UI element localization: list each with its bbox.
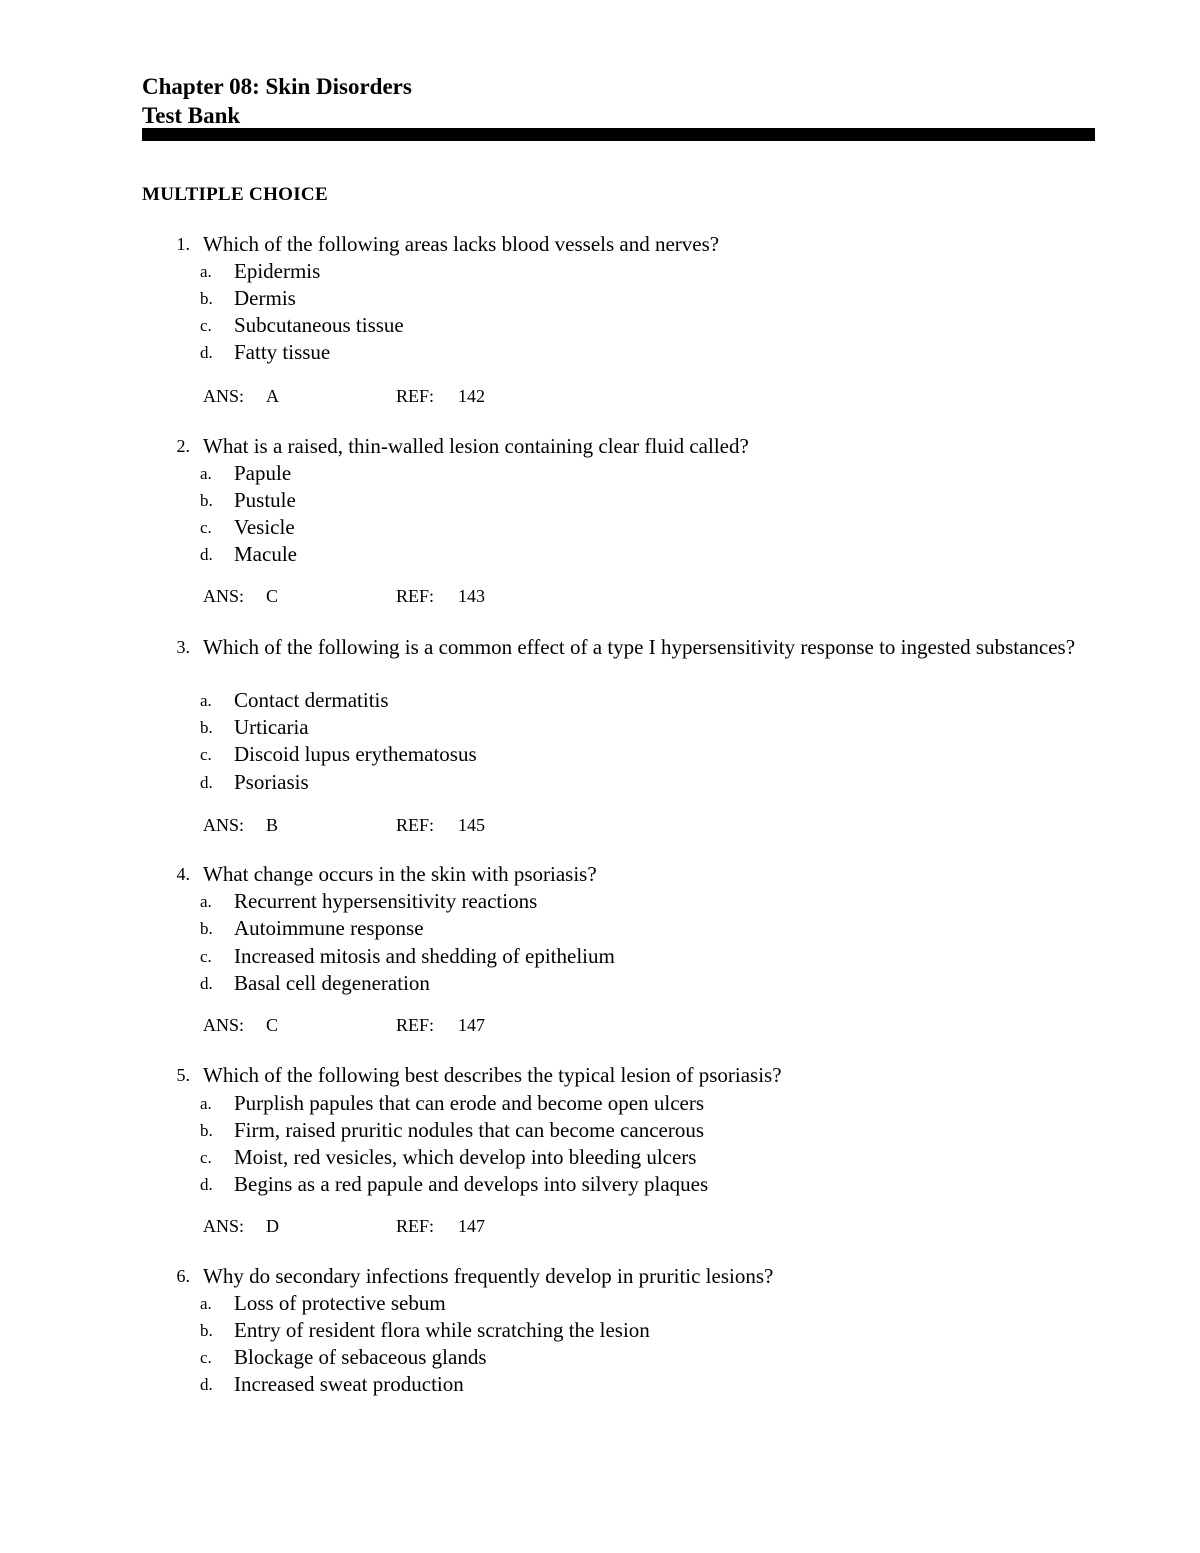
answer-value: D	[266, 1216, 279, 1236]
option-letter: c.	[200, 1348, 212, 1367]
option-letter: d.	[200, 1375, 213, 1394]
option-letter: d.	[200, 773, 213, 792]
option-text: Discoid lupus erythematosus	[234, 742, 477, 766]
option-text: Recurrent hypersensitivity reactions	[234, 889, 538, 913]
option-b	[0, 1117, 1200, 1144]
question-text: Why do secondary infections frequently develop in pruritic lesions?	[203, 1264, 774, 1288]
option-letter: d.	[200, 545, 213, 564]
option-letter: a.	[200, 1294, 212, 1313]
option-c	[0, 1144, 1200, 1171]
option-d	[0, 1371, 1200, 1398]
option-letter: b.	[200, 919, 213, 938]
option-text: Entry of resident flora while scratching the lesion	[234, 1318, 650, 1342]
reference-value: 147	[458, 1015, 485, 1035]
answer-value: A	[266, 386, 279, 406]
option-letter: b.	[200, 491, 213, 510]
reference-value: 142	[458, 386, 485, 406]
option-a	[0, 888, 1200, 915]
option-text: Dermis	[234, 286, 296, 310]
option-d	[0, 541, 1200, 568]
reference-value: 143	[458, 586, 485, 606]
option-text: Loss of protective sebum	[234, 1291, 446, 1315]
option-text: Psoriasis	[234, 770, 309, 794]
question-text: What is a raised, thin-walled lesion containing clear fluid called?	[203, 434, 749, 458]
option-letter: a.	[200, 691, 212, 710]
option-letter: b.	[200, 718, 213, 737]
option-d	[0, 339, 1200, 366]
answer-line	[0, 1214, 1200, 1238]
answer-line	[0, 1013, 1200, 1037]
option-b	[0, 1317, 1200, 1344]
header-rule	[142, 128, 1095, 141]
question-number: 5.	[176, 1065, 190, 1085]
option-text: Epidermis	[234, 259, 321, 283]
option-a	[0, 687, 1200, 714]
option-letter: d.	[200, 974, 213, 993]
question-text: Which of the following areas lacks blood vessels and nerves?	[203, 232, 720, 256]
option-d	[0, 769, 1200, 796]
option-text: Fatty tissue	[234, 340, 331, 364]
option-letter: a.	[200, 262, 212, 281]
option-b	[0, 285, 1200, 312]
option-a	[0, 1090, 1200, 1117]
option-letter: c.	[200, 947, 212, 966]
option-letter: d.	[200, 1175, 213, 1194]
option-letter: c.	[200, 316, 212, 335]
question-number: 2.	[176, 436, 190, 456]
option-letter: c.	[200, 1148, 212, 1167]
test-bank-subtitle: Test Bank	[142, 103, 241, 128]
section-heading: MULTIPLE CHOICE	[142, 184, 328, 205]
answer-label: ANS:	[203, 1015, 245, 1035]
reference-label: REF:	[396, 815, 435, 835]
option-letter: d.	[200, 343, 213, 362]
option-c	[0, 514, 1200, 541]
option-text: Blockage of sebaceous glands	[234, 1345, 487, 1369]
option-c	[0, 741, 1200, 768]
option-letter: b.	[200, 1321, 213, 1340]
reference-label: REF:	[396, 1216, 435, 1236]
option-b	[0, 487, 1200, 514]
option-a	[0, 1290, 1200, 1317]
reference-label: REF:	[396, 1015, 435, 1035]
answer-value: C	[266, 1015, 279, 1035]
option-letter: c.	[200, 518, 212, 537]
answer-line	[0, 813, 1200, 837]
reference-label: REF:	[396, 586, 435, 606]
answer-value: B	[266, 815, 279, 835]
option-text: Contact dermatitis	[234, 688, 389, 712]
option-text: Increased mitosis and shedding of epithelium	[234, 944, 615, 968]
chapter-title: Chapter 08: Skin Disorders	[142, 74, 412, 99]
answer-label: ANS:	[203, 386, 245, 406]
question-number: 6.	[176, 1266, 190, 1286]
option-letter: a.	[200, 892, 212, 911]
option-text: Papule	[234, 461, 292, 485]
option-text: Firm, raised pruritic nodules that can become cancerous	[234, 1118, 704, 1142]
option-text: Subcutaneous tissue	[234, 313, 404, 337]
option-text: Begins as a red papule and develops into silvery plaques	[234, 1172, 709, 1196]
option-letter: b.	[200, 1121, 213, 1140]
option-text: Macule	[234, 542, 297, 566]
option-letter: a.	[200, 1094, 212, 1113]
answer-value: C	[266, 586, 279, 606]
answer-label: ANS:	[203, 586, 245, 606]
answer-line	[0, 384, 1200, 408]
option-c	[0, 312, 1200, 339]
answer-label: ANS:	[203, 815, 245, 835]
question-number: 1.	[176, 234, 190, 254]
option-text: Pustule	[234, 488, 296, 512]
option-text: Moist, red vesicles, which develop into bleeding ulcers	[234, 1145, 697, 1169]
answer-line	[0, 584, 1200, 608]
option-letter: b.	[200, 289, 213, 308]
option-d	[0, 970, 1200, 997]
question-text: What change occurs in the skin with psoriasis?	[203, 862, 597, 886]
option-text: Autoimmune response	[234, 916, 424, 940]
question-number: 3.	[176, 637, 190, 657]
option-a	[0, 460, 1200, 487]
question-number: 4.	[176, 864, 190, 884]
option-text: Increased sweat production	[234, 1372, 464, 1396]
option-text: Basal cell degeneration	[234, 971, 430, 995]
reference-value: 145	[458, 815, 485, 835]
option-a	[0, 258, 1200, 285]
option-letter: a.	[200, 464, 212, 483]
option-b	[0, 915, 1200, 942]
option-b	[0, 714, 1200, 741]
option-c	[0, 1344, 1200, 1371]
question-text: Which of the following best describes the typical lesion of psoriasis?	[203, 1063, 782, 1087]
option-text: Purplish papules that can erode and become open ulcers	[234, 1091, 705, 1115]
answer-label: ANS:	[203, 1216, 245, 1236]
option-c	[0, 943, 1200, 970]
reference-label: REF:	[396, 386, 435, 406]
option-text: Urticaria	[234, 715, 309, 739]
question-text: Which of the following is a common effect of a type I hypersensitivity response to ingested substances?	[203, 635, 1076, 659]
option-letter: c.	[200, 745, 212, 764]
option-text: Vesicle	[234, 515, 295, 539]
reference-value: 147	[458, 1216, 485, 1236]
option-d	[0, 1171, 1200, 1198]
